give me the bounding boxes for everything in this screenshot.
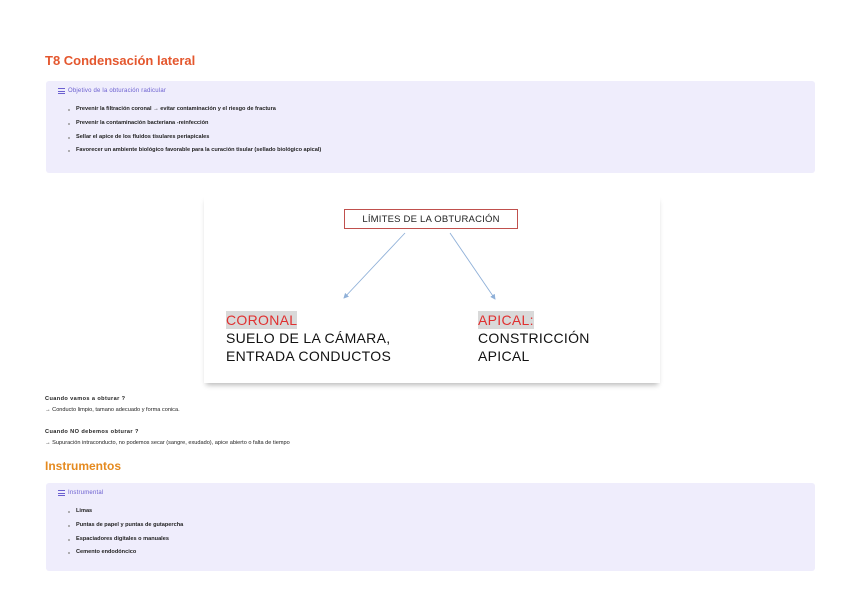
list-icon (58, 490, 65, 496)
callout-heading (58, 490, 103, 496)
apical-column (478, 311, 590, 365)
coronal-column (226, 311, 391, 365)
list-item: Prevenir la filtración coronal → evitar contaminación y el riesgo de fractura (68, 103, 321, 117)
list-item: Favorecer un ambiente biológico favorable para la curación tisular (sellado biológico apical) (68, 144, 321, 158)
objective-list (68, 103, 321, 158)
apical-line-1: CONSTRICCIÓN (478, 330, 590, 346)
coronal-line-1: SUELO DE LA CÁMARA, (226, 330, 391, 346)
list-item: Limas (68, 505, 183, 519)
arrow-to-apical (450, 233, 495, 299)
list-item: Puntas de papel y puntas de gutapercha (68, 519, 183, 533)
section-title-instrumentos: Instrumentos (45, 459, 122, 473)
answer-when-obturate: → Conducto limpio, tamano adecuado y forma conica. (45, 407, 180, 413)
callout-heading-text: Instrumental (68, 490, 104, 496)
instrumental-callout (46, 483, 815, 571)
obturation-limits-diagram (204, 195, 660, 383)
callout-heading (58, 88, 166, 94)
callout-heading-text: Objetivo de la obturación radicular (68, 88, 167, 94)
coronal-label: CORONAL (226, 312, 298, 328)
arrow-to-coronal (344, 233, 405, 298)
objective-callout (46, 81, 815, 173)
answer-when-not-obturate: → Supuración intraconducto, no podemos secar (sangre, exudado), apice abierto o falta de tiempo (45, 440, 290, 446)
list-item: Prevenir la contaminación bacteriana -reinfección (68, 117, 321, 131)
diagram-title-box: LÍMITES DE LA OBTURACIÓN (344, 209, 518, 229)
list-icon (58, 88, 65, 94)
question-when-obturate: Cuando vamos a obturar ? (45, 396, 126, 402)
apical-label: APICAL: (478, 312, 534, 328)
instrumental-list (68, 505, 183, 560)
question-when-not-obturate: Cuando NO debemos obturar ? (45, 429, 139, 435)
coronal-line-2: ENTRADA CONDUCTOS (226, 348, 392, 364)
list-item: Sellar el apice de los fluidos tisulares periapicales (68, 131, 321, 145)
apical-line-2: APICAL (478, 348, 530, 364)
list-item: Cemento endodóncico (68, 546, 183, 560)
list-item: Espaciadores digitales o manuales (68, 533, 183, 547)
page-title: T8 Condensación lateral (45, 53, 196, 68)
